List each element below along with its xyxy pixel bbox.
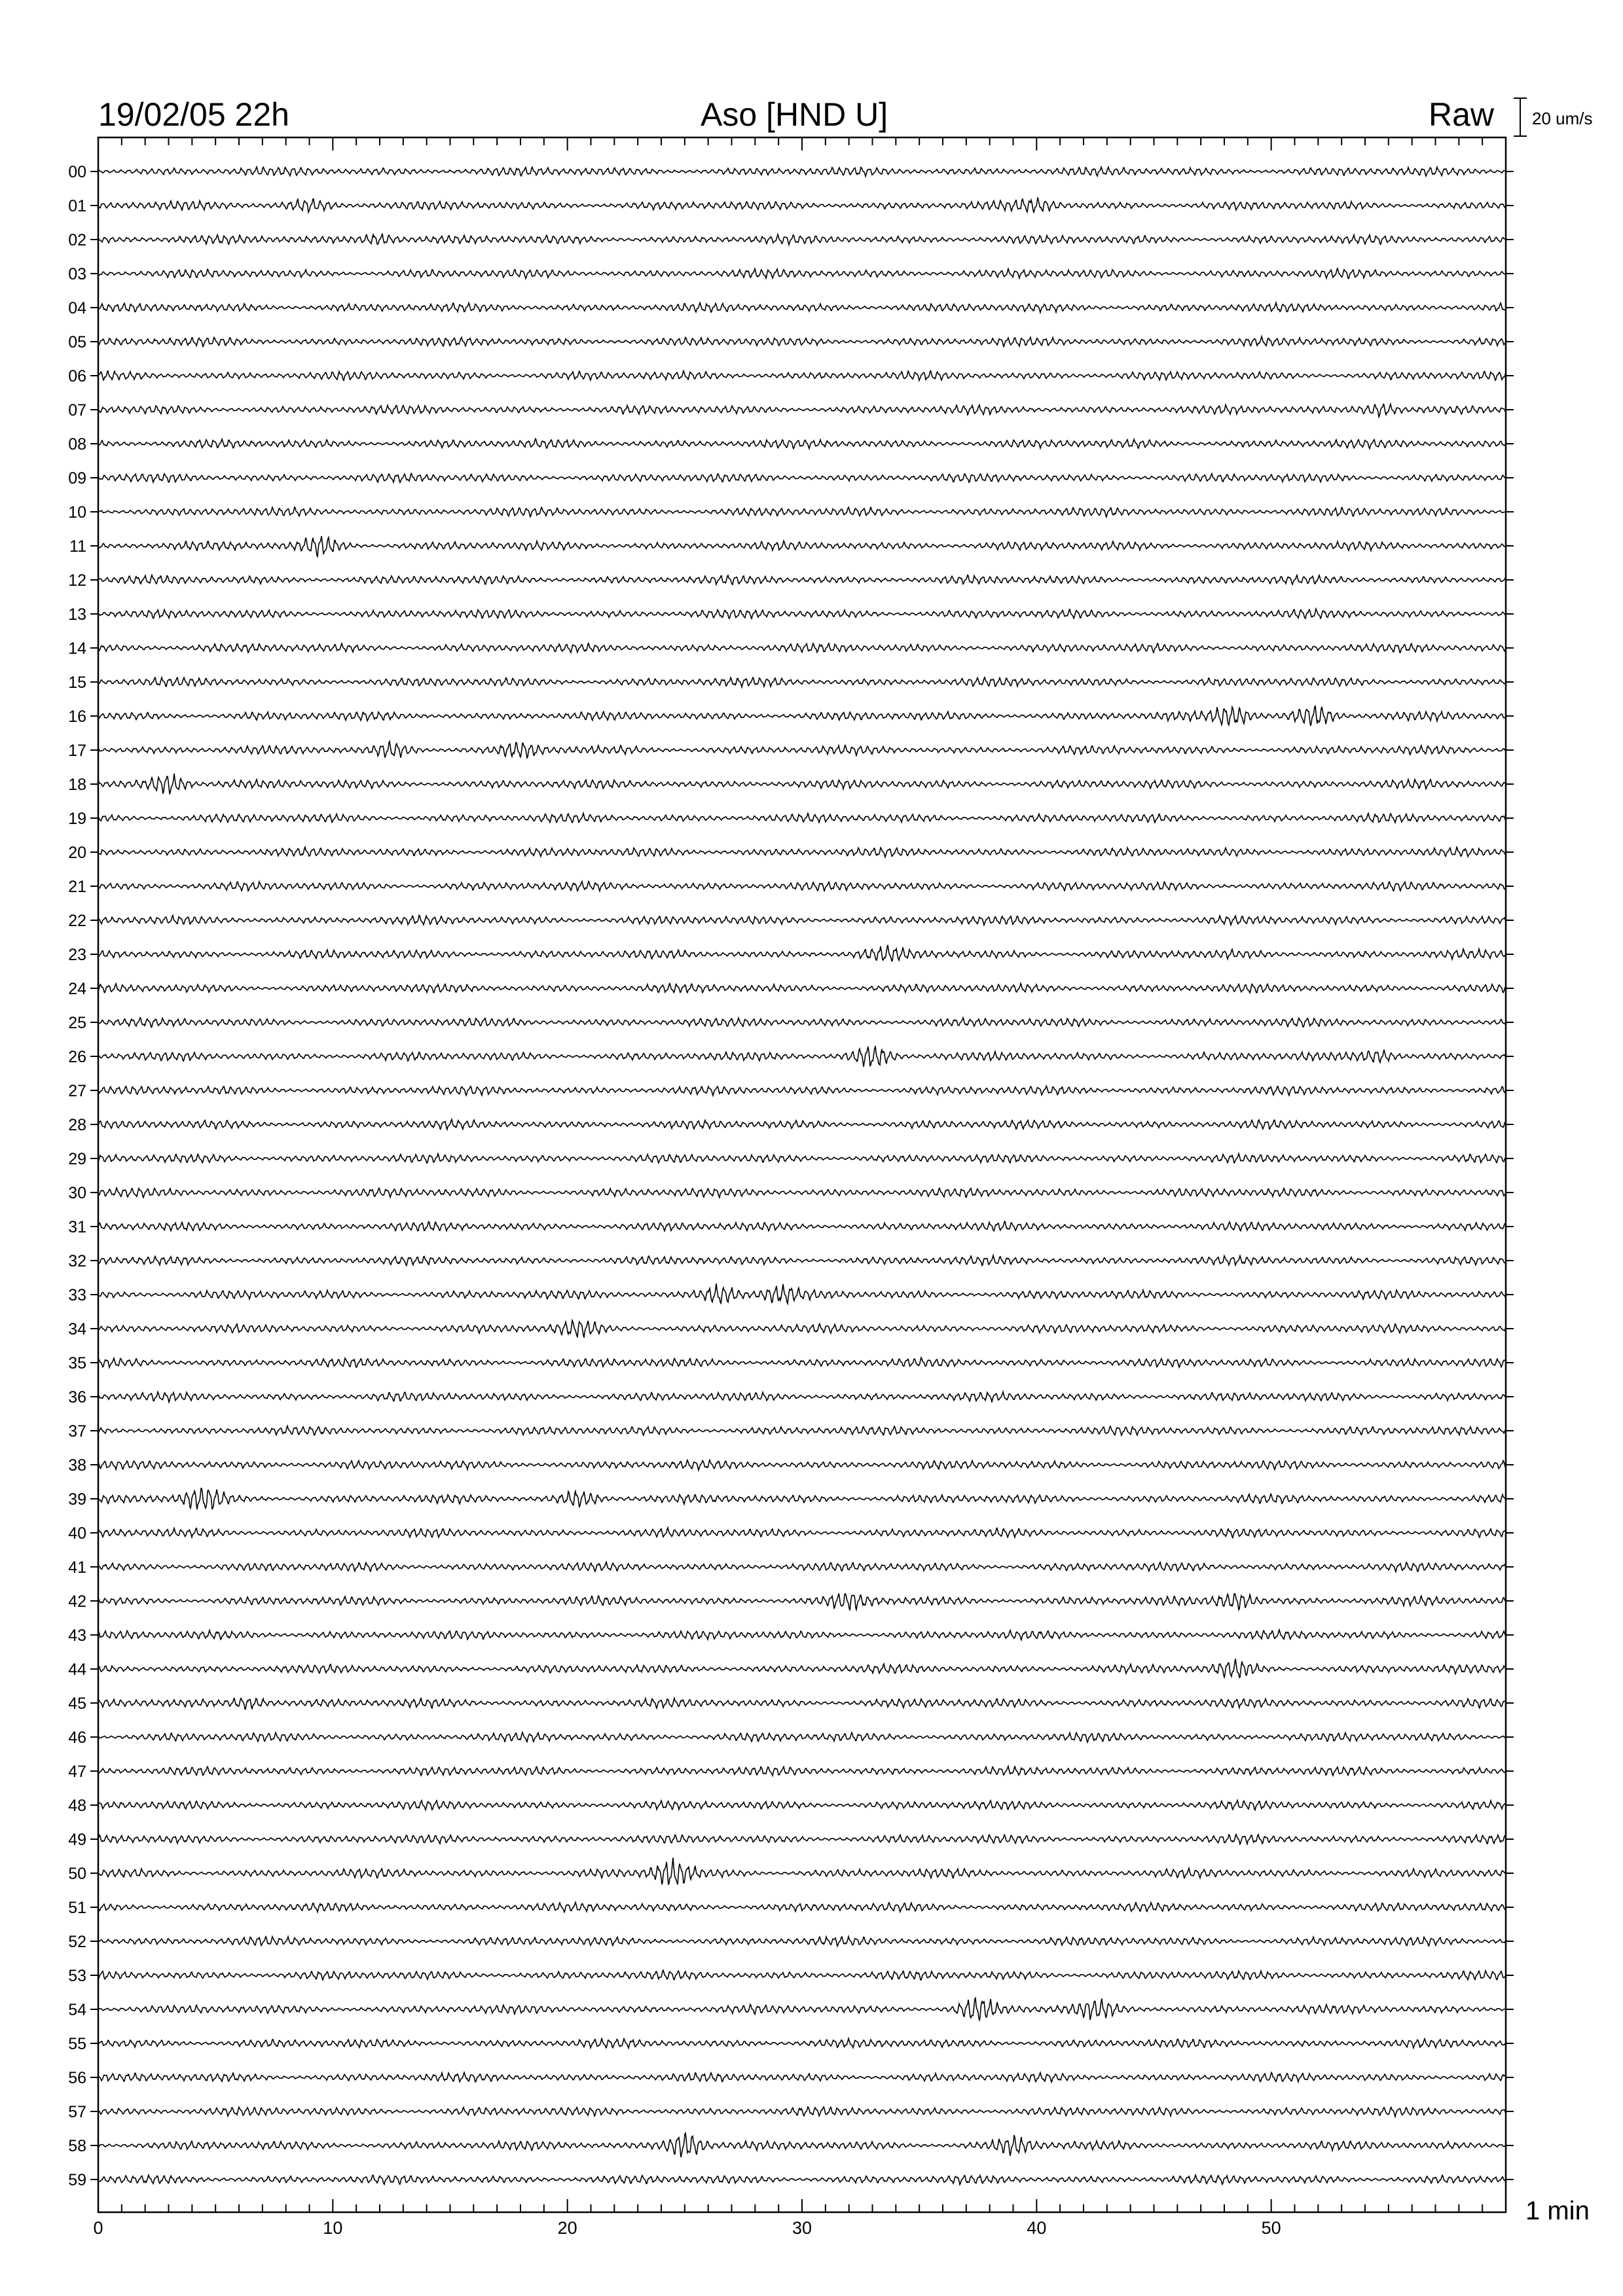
trace-50 bbox=[98, 1857, 1506, 1884]
trace-30 bbox=[98, 1188, 1506, 1198]
row-label: 39 bbox=[68, 1490, 86, 1509]
trace-43 bbox=[98, 1630, 1506, 1640]
trace-19 bbox=[98, 813, 1506, 823]
trace-00 bbox=[98, 167, 1506, 176]
trace-31 bbox=[98, 1221, 1506, 1231]
row-label: 47 bbox=[68, 1763, 86, 1781]
trace-37 bbox=[98, 1426, 1506, 1436]
x-tick-label: 50 bbox=[1261, 2218, 1281, 2238]
trace-47 bbox=[98, 1766, 1506, 1776]
trace-48 bbox=[98, 1801, 1506, 1810]
trace-46 bbox=[98, 1732, 1506, 1742]
row-label: 10 bbox=[68, 503, 86, 522]
trace-38 bbox=[98, 1460, 1506, 1470]
trace-51 bbox=[98, 1902, 1506, 1912]
row-label: 04 bbox=[68, 299, 86, 317]
row-label: 59 bbox=[68, 2171, 86, 2189]
row-label: 33 bbox=[68, 1286, 86, 1304]
row-label: 06 bbox=[68, 367, 86, 386]
trace-21 bbox=[98, 882, 1506, 891]
row-label: 09 bbox=[68, 469, 86, 488]
row-label-group bbox=[68, 163, 86, 2189]
trace-03 bbox=[98, 268, 1506, 279]
trace-group bbox=[90, 167, 1514, 2185]
trace-49 bbox=[98, 1835, 1506, 1844]
row-label: 02 bbox=[68, 231, 86, 249]
trace-07 bbox=[98, 404, 1506, 418]
trace-09 bbox=[98, 474, 1506, 483]
row-label: 32 bbox=[68, 1252, 86, 1270]
trace-55 bbox=[98, 2038, 1506, 2048]
trace-16 bbox=[98, 706, 1506, 726]
row-label: 58 bbox=[68, 2137, 86, 2155]
trace-27 bbox=[98, 1086, 1506, 1096]
trace-24 bbox=[98, 984, 1506, 993]
row-label: 08 bbox=[68, 435, 86, 454]
row-label: 55 bbox=[68, 2035, 86, 2053]
row-label: 49 bbox=[68, 1831, 86, 1849]
trace-26 bbox=[98, 1046, 1506, 1067]
trace-52 bbox=[98, 1937, 1506, 1946]
row-label: 56 bbox=[68, 2069, 86, 2087]
trace-15 bbox=[98, 677, 1506, 687]
row-label: 23 bbox=[68, 946, 86, 964]
x-tick-label: 30 bbox=[792, 2218, 812, 2238]
row-label: 17 bbox=[68, 742, 86, 760]
trace-56 bbox=[98, 2072, 1506, 2082]
trace-41 bbox=[98, 1562, 1506, 1572]
trace-10 bbox=[98, 507, 1506, 517]
trace-14 bbox=[98, 643, 1506, 653]
row-label: 51 bbox=[68, 1899, 86, 1917]
trace-29 bbox=[98, 1154, 1506, 1164]
row-label: 21 bbox=[68, 878, 86, 896]
row-label: 25 bbox=[68, 1014, 86, 1032]
row-label: 05 bbox=[68, 333, 86, 351]
row-label: 29 bbox=[68, 1150, 86, 1168]
row-label: 22 bbox=[68, 912, 86, 930]
row-label: 26 bbox=[68, 1048, 86, 1066]
trace-28 bbox=[98, 1119, 1506, 1129]
trace-34 bbox=[98, 1321, 1506, 1338]
trace-25 bbox=[98, 1018, 1506, 1028]
trace-18 bbox=[98, 774, 1506, 794]
x-tick-label: 20 bbox=[557, 2218, 577, 2238]
trace-22 bbox=[98, 916, 1506, 925]
trace-42 bbox=[98, 1594, 1506, 1611]
trace-53 bbox=[98, 1970, 1506, 1980]
trace-01 bbox=[98, 198, 1506, 213]
row-label: 13 bbox=[68, 605, 86, 624]
row-label: 40 bbox=[68, 1524, 86, 1543]
trace-04 bbox=[98, 302, 1506, 312]
row-label: 03 bbox=[68, 265, 86, 283]
row-label: 14 bbox=[68, 639, 86, 658]
row-label: 41 bbox=[68, 1558, 86, 1577]
trace-33 bbox=[98, 1283, 1506, 1304]
tick-group bbox=[98, 137, 1506, 2212]
trace-08 bbox=[98, 439, 1506, 448]
trace-20 bbox=[98, 847, 1506, 857]
trace-02 bbox=[98, 234, 1506, 245]
row-label: 31 bbox=[68, 1218, 86, 1236]
row-label: 48 bbox=[68, 1797, 86, 1815]
trace-32 bbox=[98, 1255, 1506, 1266]
row-label: 16 bbox=[68, 708, 86, 726]
station-title: Aso [HND U] bbox=[701, 96, 888, 133]
row-label: 18 bbox=[68, 776, 86, 794]
trace-13 bbox=[98, 609, 1506, 619]
x-tick-label: 40 bbox=[1027, 2218, 1047, 2238]
trace-59 bbox=[98, 2175, 1506, 2185]
trace-05 bbox=[98, 336, 1506, 347]
trace-40 bbox=[98, 1528, 1506, 1538]
row-label: 07 bbox=[68, 401, 86, 420]
trace-58 bbox=[98, 2133, 1506, 2157]
mode-label: Raw bbox=[1429, 96, 1495, 133]
row-label: 36 bbox=[68, 1388, 86, 1407]
row-label: 45 bbox=[68, 1695, 86, 1713]
row-label: 37 bbox=[68, 1422, 86, 1441]
row-label: 19 bbox=[68, 810, 86, 828]
row-label: 42 bbox=[68, 1592, 86, 1611]
trace-44 bbox=[98, 1659, 1506, 1677]
trace-12 bbox=[98, 575, 1506, 585]
row-label: 35 bbox=[68, 1354, 86, 1372]
row-label: 38 bbox=[68, 1456, 86, 1475]
row-label: 53 bbox=[68, 1967, 86, 1985]
trace-11 bbox=[98, 536, 1506, 556]
row-label: 30 bbox=[68, 1184, 86, 1202]
row-label: 24 bbox=[68, 980, 86, 998]
date-hour-label: 19/02/05 22h bbox=[98, 96, 289, 133]
x-unit-label: 1 min bbox=[1525, 2197, 1590, 2225]
trace-39 bbox=[98, 1488, 1506, 1509]
trace-23 bbox=[98, 945, 1506, 961]
row-label: 00 bbox=[68, 163, 86, 181]
scale-bar bbox=[1514, 98, 1527, 136]
row-label: 57 bbox=[68, 2103, 86, 2121]
trace-57 bbox=[98, 2107, 1506, 2117]
plot-frame bbox=[98, 137, 1506, 2212]
row-label: 50 bbox=[68, 1865, 86, 1883]
row-label: 43 bbox=[68, 1626, 86, 1645]
scale-bar-label: 20 um/s bbox=[1532, 109, 1593, 128]
trace-17 bbox=[98, 742, 1506, 758]
x-tick-label: 10 bbox=[323, 2218, 343, 2238]
trace-54 bbox=[98, 1998, 1506, 2020]
trace-36 bbox=[98, 1392, 1506, 1403]
row-label: 11 bbox=[69, 537, 86, 556]
trace-45 bbox=[98, 1698, 1506, 1709]
row-label: 15 bbox=[68, 673, 86, 692]
row-label: 12 bbox=[68, 571, 86, 590]
row-label: 20 bbox=[68, 844, 86, 862]
trace-06 bbox=[98, 371, 1506, 381]
trace-35 bbox=[98, 1357, 1506, 1367]
row-label: 01 bbox=[68, 197, 86, 215]
row-label: 27 bbox=[68, 1082, 86, 1100]
row-label: 28 bbox=[68, 1116, 86, 1134]
row-label: 54 bbox=[68, 2001, 86, 2019]
x-tick-label: 0 bbox=[93, 2218, 103, 2238]
row-label: 52 bbox=[68, 1933, 86, 1951]
row-label: 46 bbox=[68, 1729, 86, 1747]
row-label: 44 bbox=[68, 1660, 86, 1679]
row-label: 34 bbox=[68, 1320, 86, 1338]
x-tick-label-group bbox=[93, 2218, 1281, 2238]
